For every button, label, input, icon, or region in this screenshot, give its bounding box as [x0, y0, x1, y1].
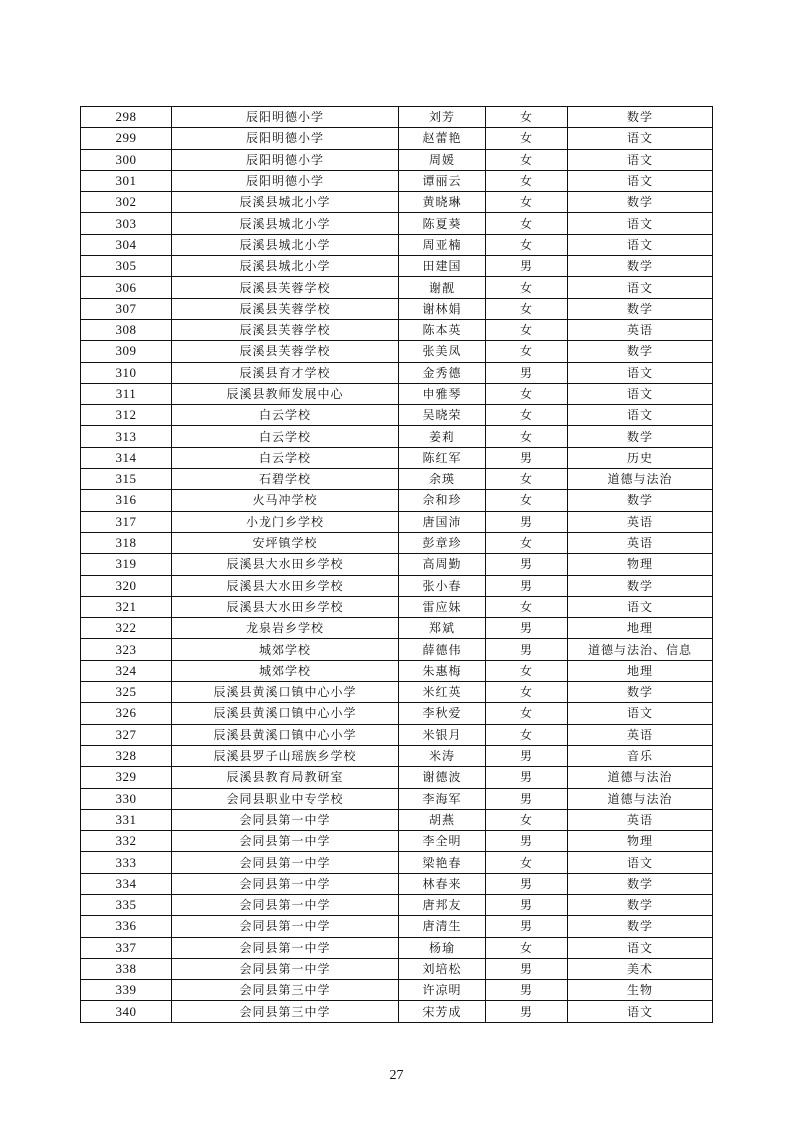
cell-gender: 男: [486, 873, 568, 894]
cell-name: 薛德伟: [399, 639, 486, 660]
cell-name: 陈本英: [399, 319, 486, 340]
cell-name: 陈夏葵: [399, 213, 486, 234]
table-row: [81, 873, 713, 894]
cell-gender: 女: [486, 234, 568, 255]
cell-school: 会同县第一中学: [172, 852, 399, 873]
cell-gender: 男: [486, 256, 568, 277]
table-row: [81, 426, 713, 447]
table-row: [81, 703, 713, 724]
cell-subject: 语文: [568, 234, 713, 255]
cell-number: 340: [81, 1001, 172, 1022]
cell-subject: 英语: [568, 319, 713, 340]
cell-subject: 语文: [568, 1001, 713, 1022]
cell-school: 会同县第一中学: [172, 831, 399, 852]
page-number: 27: [389, 1068, 404, 1083]
cell-gender: 男: [486, 958, 568, 979]
cell-name: 许凉明: [399, 980, 486, 1001]
cell-school: 辰溪县城北小学: [172, 192, 399, 213]
cell-name: 申雅琴: [399, 383, 486, 404]
cell-gender: 女: [486, 490, 568, 511]
cell-subject: 数学: [568, 256, 713, 277]
cell-name: 米红英: [399, 682, 486, 703]
cell-gender: 男: [486, 362, 568, 383]
cell-subject: 语文: [568, 937, 713, 958]
cell-gender: 女: [486, 213, 568, 234]
cell-subject: 道德与法治: [568, 469, 713, 490]
cell-name: 吴晓荣: [399, 405, 486, 426]
cell-name: 金秀德: [399, 362, 486, 383]
cell-gender: 男: [486, 511, 568, 532]
cell-school: 辰溪县芙蓉学校: [172, 298, 399, 319]
cell-gender: 男: [486, 788, 568, 809]
cell-name: 谢德波: [399, 767, 486, 788]
cell-name: 李秋爱: [399, 703, 486, 724]
cell-gender: 男: [486, 447, 568, 468]
cell-name: 米涛: [399, 745, 486, 766]
cell-number: 329: [81, 767, 172, 788]
cell-name: 刘培松: [399, 958, 486, 979]
cell-subject: 语文: [568, 703, 713, 724]
cell-gender: 女: [486, 128, 568, 149]
cell-gender: 女: [486, 596, 568, 617]
cell-gender: 女: [486, 170, 568, 191]
cell-name: 梁艳春: [399, 852, 486, 873]
roster-table-body: [81, 107, 713, 1023]
table-row: [81, 383, 713, 404]
cell-name: 张小春: [399, 575, 486, 596]
table-row: [81, 490, 713, 511]
cell-number: 307: [81, 298, 172, 319]
cell-school: 辰阳明德小学: [172, 149, 399, 170]
table-row: [81, 469, 713, 490]
cell-number: 304: [81, 234, 172, 255]
cell-school: 安坪镇学校: [172, 532, 399, 553]
cell-school: 会同县第一中学: [172, 916, 399, 937]
table-row: [81, 298, 713, 319]
cell-name: 田建国: [399, 256, 486, 277]
cell-gender: 女: [486, 383, 568, 404]
cell-name: 郑斌: [399, 618, 486, 639]
cell-gender: 男: [486, 1001, 568, 1022]
table-row: [81, 852, 713, 873]
cell-subject: 历史: [568, 447, 713, 468]
table-row: [81, 596, 713, 617]
cell-school: 辰溪县教育局教研室: [172, 767, 399, 788]
table-row: [81, 575, 713, 596]
cell-number: 300: [81, 149, 172, 170]
cell-school: 火马冲学校: [172, 490, 399, 511]
table-row: [81, 341, 713, 362]
cell-subject: 语文: [568, 128, 713, 149]
table-row: [81, 256, 713, 277]
cell-name: 李海军: [399, 788, 486, 809]
cell-number: 310: [81, 362, 172, 383]
cell-name: 赵蕾艳: [399, 128, 486, 149]
cell-number: 338: [81, 958, 172, 979]
cell-school: 辰溪县罗子山瑶族乡学校: [172, 745, 399, 766]
cell-gender: 男: [486, 980, 568, 1001]
cell-number: 301: [81, 170, 172, 191]
cell-subject: 数学: [568, 894, 713, 915]
cell-subject: 道德与法治: [568, 788, 713, 809]
cell-school: 辰阳明德小学: [172, 128, 399, 149]
cell-school: 白云学校: [172, 447, 399, 468]
cell-subject: 数学: [568, 873, 713, 894]
cell-school: 会同县第一中学: [172, 873, 399, 894]
table-row: [81, 660, 713, 681]
cell-school: 辰溪县育才学校: [172, 362, 399, 383]
cell-subject: 语文: [568, 362, 713, 383]
cell-name: 周亚楠: [399, 234, 486, 255]
cell-name: 唐国沛: [399, 511, 486, 532]
cell-gender: 女: [486, 319, 568, 340]
cell-subject: 物理: [568, 554, 713, 575]
cell-school: 会同县第一中学: [172, 894, 399, 915]
cell-gender: 男: [486, 618, 568, 639]
cell-school: 辰溪县黄溪口镇中心小学: [172, 724, 399, 745]
cell-subject: 数学: [568, 916, 713, 937]
cell-gender: 女: [486, 192, 568, 213]
cell-school: 辰阳明德小学: [172, 107, 399, 128]
table-row: [81, 149, 713, 170]
cell-school: 辰溪县黄溪口镇中心小学: [172, 703, 399, 724]
cell-name: 高周勤: [399, 554, 486, 575]
cell-subject: 语文: [568, 405, 713, 426]
cell-number: 298: [81, 107, 172, 128]
cell-subject: 数学: [568, 298, 713, 319]
cell-number: 335: [81, 894, 172, 915]
cell-number: 332: [81, 831, 172, 852]
cell-school: 辰溪县城北小学: [172, 256, 399, 277]
cell-name: 谢林娟: [399, 298, 486, 319]
cell-name: 张美凤: [399, 341, 486, 362]
cell-subject: 道德与法治、信息: [568, 639, 713, 660]
cell-school: 辰阳明德小学: [172, 170, 399, 191]
table-row: [81, 107, 713, 128]
table-row: [81, 980, 713, 1001]
cell-number: 327: [81, 724, 172, 745]
cell-school: 会同县第一中学: [172, 958, 399, 979]
table-row: [81, 809, 713, 830]
table-row: [81, 618, 713, 639]
cell-name: 雷应妹: [399, 596, 486, 617]
cell-number: 326: [81, 703, 172, 724]
cell-number: 318: [81, 532, 172, 553]
cell-subject: 美术: [568, 958, 713, 979]
cell-gender: 男: [486, 894, 568, 915]
table-row: [81, 319, 713, 340]
cell-number: 313: [81, 426, 172, 447]
table-row: [81, 937, 713, 958]
table-row: [81, 405, 713, 426]
table-row: [81, 894, 713, 915]
cell-name: 刘芳: [399, 107, 486, 128]
table-row: [81, 511, 713, 532]
cell-subject: 语文: [568, 852, 713, 873]
cell-number: 322: [81, 618, 172, 639]
cell-name: 李全明: [399, 831, 486, 852]
table-row: [81, 788, 713, 809]
cell-school: 辰溪县大水田乡学校: [172, 575, 399, 596]
cell-gender: 女: [486, 405, 568, 426]
cell-number: 325: [81, 682, 172, 703]
table-row: [81, 192, 713, 213]
cell-number: 333: [81, 852, 172, 873]
cell-subject: 语文: [568, 170, 713, 191]
cell-gender: 女: [486, 341, 568, 362]
cell-subject: 地理: [568, 660, 713, 681]
cell-number: 320: [81, 575, 172, 596]
cell-school: 白云学校: [172, 405, 399, 426]
cell-gender: 女: [486, 809, 568, 830]
cell-school: 石碧学校: [172, 469, 399, 490]
cell-school: 会同县第三中学: [172, 980, 399, 1001]
table-row: [81, 234, 713, 255]
cell-subject: 语文: [568, 213, 713, 234]
cell-number: 319: [81, 554, 172, 575]
cell-subject: 数学: [568, 107, 713, 128]
cell-school: 龙泉岩乡学校: [172, 618, 399, 639]
cell-name: 米银月: [399, 724, 486, 745]
table-row: [81, 767, 713, 788]
cell-gender: 女: [486, 703, 568, 724]
cell-subject: 英语: [568, 724, 713, 745]
cell-gender: 女: [486, 107, 568, 128]
cell-school: 辰溪县城北小学: [172, 213, 399, 234]
cell-number: 314: [81, 447, 172, 468]
cell-school: 辰溪县大水田乡学校: [172, 554, 399, 575]
cell-subject: 数学: [568, 192, 713, 213]
cell-name: 余瑛: [399, 469, 486, 490]
cell-school: 辰溪县芙蓉学校: [172, 277, 399, 298]
cell-subject: 语文: [568, 149, 713, 170]
cell-subject: 数学: [568, 575, 713, 596]
cell-gender: 男: [486, 916, 568, 937]
table-row: [81, 958, 713, 979]
teacher-roster-table: [80, 106, 713, 1023]
cell-gender: 男: [486, 831, 568, 852]
cell-name: 唐邦友: [399, 894, 486, 915]
cell-number: 303: [81, 213, 172, 234]
cell-number: 321: [81, 596, 172, 617]
cell-name: 朱惠梅: [399, 660, 486, 681]
table-row: [81, 639, 713, 660]
cell-school: 会同县第三中学: [172, 1001, 399, 1022]
table-row: [81, 745, 713, 766]
cell-number: 323: [81, 639, 172, 660]
cell-subject: 英语: [568, 511, 713, 532]
cell-gender: 女: [486, 937, 568, 958]
cell-gender: 女: [486, 532, 568, 553]
table-row: [81, 447, 713, 468]
table-row: [81, 831, 713, 852]
table-row: [81, 1001, 713, 1022]
cell-name: 杨瑜: [399, 937, 486, 958]
cell-school: 辰溪县教师发展中心: [172, 383, 399, 404]
table-row: [81, 682, 713, 703]
cell-subject: 数学: [568, 426, 713, 447]
cell-gender: 男: [486, 745, 568, 766]
table-row: [81, 362, 713, 383]
cell-subject: 语文: [568, 277, 713, 298]
cell-gender: 女: [486, 277, 568, 298]
table-row: [81, 916, 713, 937]
cell-school: 会同县第一中学: [172, 937, 399, 958]
cell-name: 周媛: [399, 149, 486, 170]
cell-subject: 地理: [568, 618, 713, 639]
cell-number: 306: [81, 277, 172, 298]
cell-subject: 数学: [568, 341, 713, 362]
cell-school: 辰溪县大水田乡学校: [172, 596, 399, 617]
cell-number: 339: [81, 980, 172, 1001]
cell-number: 312: [81, 405, 172, 426]
table-row: [81, 554, 713, 575]
cell-subject: 英语: [568, 809, 713, 830]
cell-number: 299: [81, 128, 172, 149]
cell-school: 辰溪县芙蓉学校: [172, 341, 399, 362]
cell-gender: 女: [486, 298, 568, 319]
cell-number: 315: [81, 469, 172, 490]
cell-gender: 男: [486, 554, 568, 575]
table-row: [81, 277, 713, 298]
table-row: [81, 213, 713, 234]
cell-subject: 语文: [568, 596, 713, 617]
cell-number: 334: [81, 873, 172, 894]
cell-number: 328: [81, 745, 172, 766]
cell-subject: 物理: [568, 831, 713, 852]
cell-name: 唐清生: [399, 916, 486, 937]
cell-name: 胡燕: [399, 809, 486, 830]
cell-subject: 语文: [568, 383, 713, 404]
cell-school: 城郊学校: [172, 639, 399, 660]
cell-school: 城郊学校: [172, 660, 399, 681]
table-row: [81, 170, 713, 191]
cell-school: 辰溪县芙蓉学校: [172, 319, 399, 340]
cell-school: 白云学校: [172, 426, 399, 447]
cell-subject: 数学: [568, 490, 713, 511]
cell-name: 黄晓琳: [399, 192, 486, 213]
cell-number: 330: [81, 788, 172, 809]
cell-subject: 生物: [568, 980, 713, 1001]
cell-gender: 女: [486, 660, 568, 681]
cell-gender: 女: [486, 426, 568, 447]
cell-name: 宋芳成: [399, 1001, 486, 1022]
cell-gender: 男: [486, 639, 568, 660]
cell-name: 彭章珍: [399, 532, 486, 553]
cell-number: 324: [81, 660, 172, 681]
cell-subject: 音乐: [568, 745, 713, 766]
cell-school: 会同县职业中专学校: [172, 788, 399, 809]
cell-number: 336: [81, 916, 172, 937]
cell-subject: 数学: [568, 682, 713, 703]
cell-name: 谢靓: [399, 277, 486, 298]
cell-gender: 女: [486, 149, 568, 170]
cell-number: 311: [81, 383, 172, 404]
table-row: [81, 128, 713, 149]
table-row: [81, 724, 713, 745]
cell-gender: 女: [486, 469, 568, 490]
cell-number: 317: [81, 511, 172, 532]
cell-subject: 道德与法治: [568, 767, 713, 788]
cell-school: 辰溪县黄溪口镇中心小学: [172, 682, 399, 703]
cell-school: 小龙门乡学校: [172, 511, 399, 532]
cell-subject: 英语: [568, 532, 713, 553]
cell-gender: 女: [486, 682, 568, 703]
cell-name: 陈红军: [399, 447, 486, 468]
cell-gender: 男: [486, 575, 568, 596]
cell-number: 337: [81, 937, 172, 958]
cell-name: 林春来: [399, 873, 486, 894]
cell-gender: 男: [486, 767, 568, 788]
cell-school: 会同县第一中学: [172, 809, 399, 830]
cell-name: 谭丽云: [399, 170, 486, 191]
cell-gender: 女: [486, 852, 568, 873]
cell-number: 309: [81, 341, 172, 362]
cell-gender: 女: [486, 724, 568, 745]
cell-number: 302: [81, 192, 172, 213]
cell-school: 辰溪县城北小学: [172, 234, 399, 255]
table-row: [81, 532, 713, 553]
cell-name: 姜莉: [399, 426, 486, 447]
cell-number: 316: [81, 490, 172, 511]
cell-number: 305: [81, 256, 172, 277]
cell-name: 佘和珍: [399, 490, 486, 511]
cell-number: 331: [81, 809, 172, 830]
cell-number: 308: [81, 319, 172, 340]
